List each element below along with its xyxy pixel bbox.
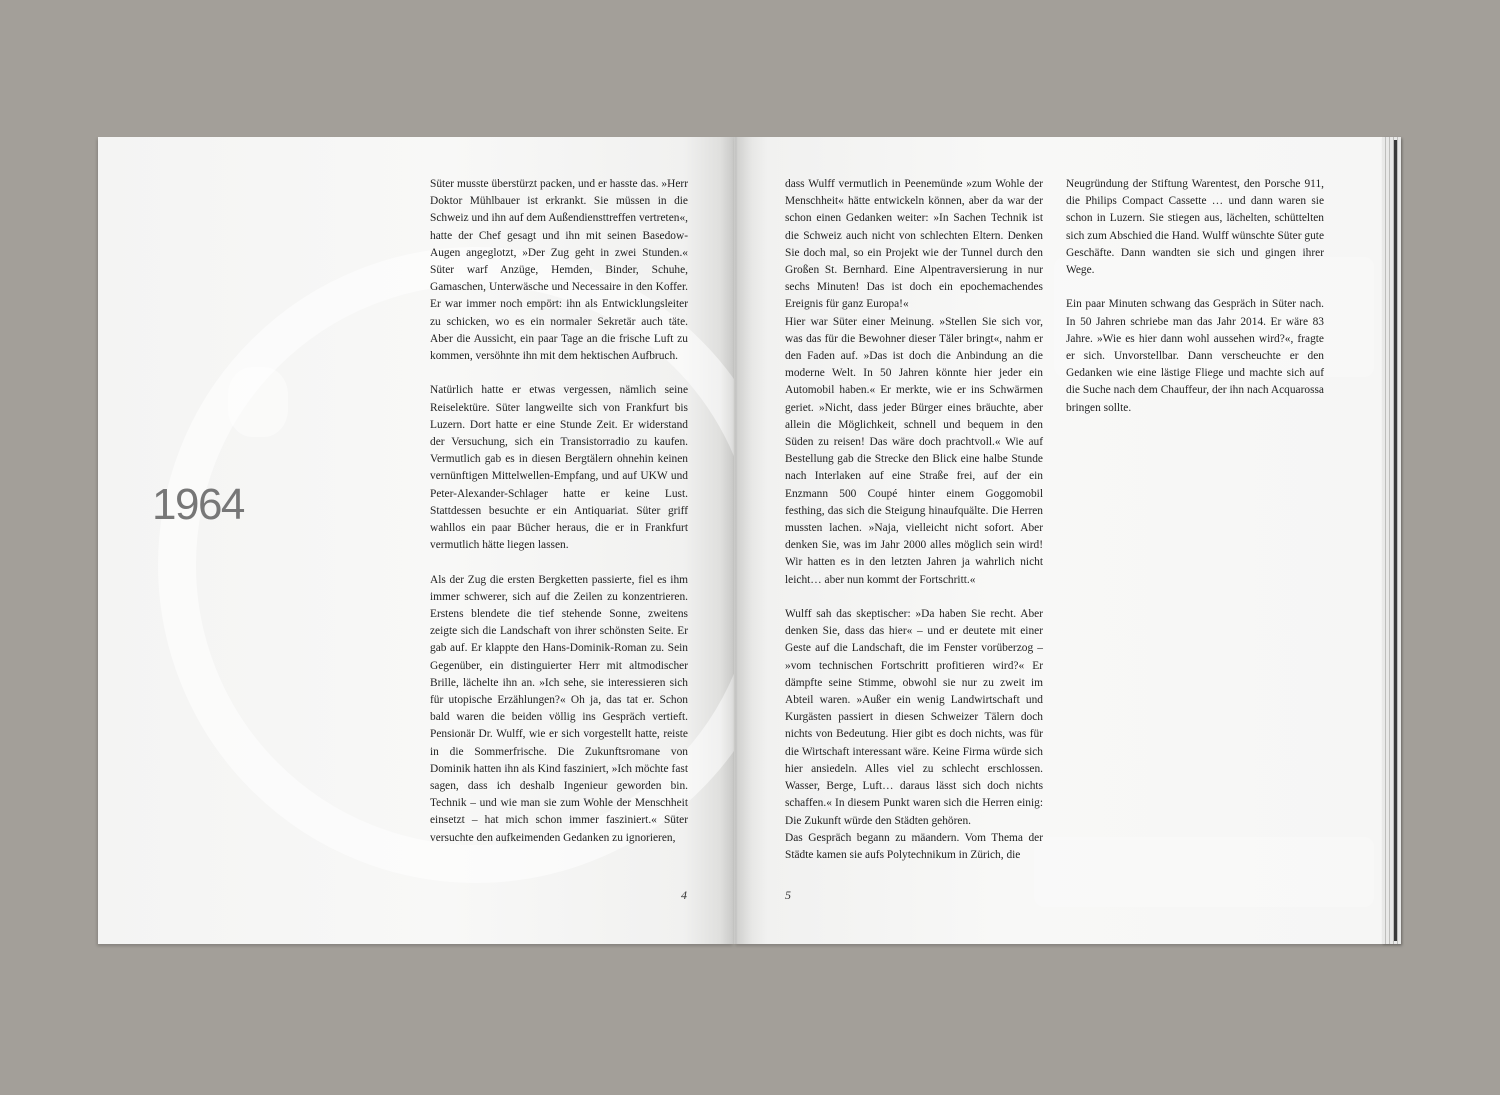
gutter-shadow — [720, 137, 752, 944]
paragraph: dass Wulff vermutlich in Peenemünde »zum Wohle der Menschheit« hätte entwickeln können, aber da war der schon einen Gedanken weiter: »In Sachen Technik ist die Schweiz auch nicht von schlechten Eltern. Denken Sie doch mal, so ein Projekt wie der Tunnel durch den Großen St. Bernhard. Eine Alpentraversierung in nur sechs Minuten! Das ist doch ein epochemachendes Ereignis für ganz Europa!« — [785, 178, 1043, 311]
background-shape — [228, 367, 288, 437]
paragraph: Natürlich hatte er etwas vergessen, nämlich seine Reiselektüre. Süter langweilte sich von Frankfurt bis Luzern. Dort hatte er eine Stunde Zeit. Er widerstand der Versuchung, sich ein Transistorradio zu kaufen. Vermutlich gab es in diesen Bergtälern ohnehin keinen vernünftigen Mittelwellen-Empfang, und auf UKW und Peter-Alexander-Schlager hatte er keine Lust. Stattdessen besuchte er ein Antiquariat. Süter griff wahllos ein paar Bücher heraus, die er in Frankfurt vermutlich hätte liegen lassen. — [430, 384, 688, 552]
page-number: 4 — [681, 888, 687, 902]
paragraph: Süter musste überstürzt packen, und er hasste das. »Herr Doktor Mühlbauer ist erkrankt. Sie müssen in die Schweiz und ihn auf dem Außendiensttreffen vertreten«, hatte der Chef gesagt und ihn mit seinen Basedow-Augen angeglotzt, »Der Zug geht in zwei Stunden.« Süter warf Anzüge, Hemden, Binder, Schuhe, Gamaschen, Unterwäsche und Necessaire in den Koffer. Er war immer noch empört: ihn als Entwicklungsleiter zu schicken, wo es ein normaler Sekretär auch täte. Aber die Aussicht, ein paar Tage an die frische Luft zu kommen, versöhnte ihn mit dem hektischen Aufbruch. — [430, 178, 688, 363]
paragraph: Als der Zug die ersten Bergketten passierte, fiel es ihm immer schwerer, sich auf die Zeilen zu konzentrieren. Erstens blendete die tief stehende Sonne, zweitens zeigte sich die Landschaft von ihrer schönsten Seite. Er gab auf. Er klappte den Hans-Dominik-Roman zu. Sein Gegenüber, ein distinguierter Herr mit altmodischer Brille, lächelte ihn an. »Ich sehe, sie interessieren sich für utopische Erzählungen?« Oh ja, das tat er. Schon bald waren die beiden völlig ins Gespräch vertieft. Pensionär Dr. Wulff, wie er sich vorgestellt hatte, reiste in die Sommerfrische. Die Zukunftsromane von Dominik hatten ihn als Kind fasziniert, »Ich möchte fast sagen, dass ich deshalb Ingenieur geworden bin. Technik – und wie man sie zum Wohle der Menschheit einsetzt – hat mich schon immer fasziniert.« Süter versuchte den aufkeimenden Gedanken zu ignorieren, — [430, 573, 688, 844]
paragraph: Das Gespräch begann zu mäandern. Vom Thema der Städte kamen sie aufs Polytechnikum in Zürich, die — [785, 831, 1043, 861]
year-heading: 1964 — [152, 480, 244, 529]
page-edge-line — [1394, 140, 1397, 941]
paragraph: Neugründung der Stiftung Warentest, den Porsche 911, die Philips Compact Cassette … und dann waren sie schon in Luzern. Sie stiegen aus, lächelten, schüttelten sich zum Abschied die Hand. Wulff wünschte Süter gute Geschäfte. Dann wandten sie sich und gingen ihrer Wege. — [1066, 178, 1324, 277]
page-edge-stack — [1382, 137, 1401, 944]
paragraph: Wulff sah das skeptischer: »Da haben Sie recht. Aber denken Sie, dass das hier« – und er deutete mit einer Geste auf die Landschaft, die im Fenster vorüberzog – »vom technischen Fortschritt profitieren wird?« Er dämpfte seine Stimme, obwohl sie nur zu zweit im Abteil waren. »Außer ein wenig Landwirtschaft und Kurgästen passiert in diesen Schweizer Tälern doch nichts von Bedeutung. Hier gibt es doch nichts, was für die Wirtschaft interessant wäre. Keine Firma würde sich hier ansiedeln. Alles viel zu schlecht erschlossen. Wasser, Berge, Luft… daraus lässt sich doch nichts schaffen.« In diesem Punkt waren sich die Herren einig: Die Zukunft würde den Städten gehören. — [785, 608, 1043, 827]
right-text-column-1 — [785, 176, 1043, 864]
paragraph: Ein paar Minuten schwang das Gespräch in Süter nach. In 50 Jahren schriebe man das Jahr 2014. Er wäre 83 Jahre. »Wie es hier dann wohl aussehen wird?«, fragte er sich. Unvorstellbar. Dann verscheuchte er den Gedanken wie eine lästige Fliege und machte sich auf die Suche nach dem Chauffeur, der ihn nach Acquarossa bringen sollte. — [1066, 298, 1324, 414]
background-shape — [1034, 837, 1374, 907]
paragraph: Hier war Süter einer Meinung. »Stellen Sie sich vor, was das für die Bewohner dieser Täler bringt«, nahm er den Faden auf. »Das ist doch die Anbindung an die moderne Welt. In 50 Jahren könnte hier jeder ein Automobil haben.« Er merkte, wie er ins Schwärmen geriet. »Nicht, dass jeder Bürger eines bräuchte, aber allein die Möglichkeit, schnell und bequem in den Süden zu reisen! Das wäre doch prachtvoll.« Wie auf Bestellung gab die Strecke den Blick eine halbe Stunde nach Interlaken auf eine Straße frei, auf der ein Enzmann 500 Coupé hinter einem Goggomobil festhing, das sich die Steigung hinaufquälte. Die Herren mussten lachen. »Naja, vielleicht nicht sofort. Aber denken Sie, was im Jahr 2000 alles möglich sein wird! Wir hatten es in den letzten Jahren ja wahrlich nicht leicht… aber nun kommt der Fortschritt.« — [785, 315, 1043, 586]
left-text-column — [430, 176, 688, 847]
right-text-column-2 — [1066, 176, 1324, 434]
page-number: 5 — [785, 888, 791, 902]
